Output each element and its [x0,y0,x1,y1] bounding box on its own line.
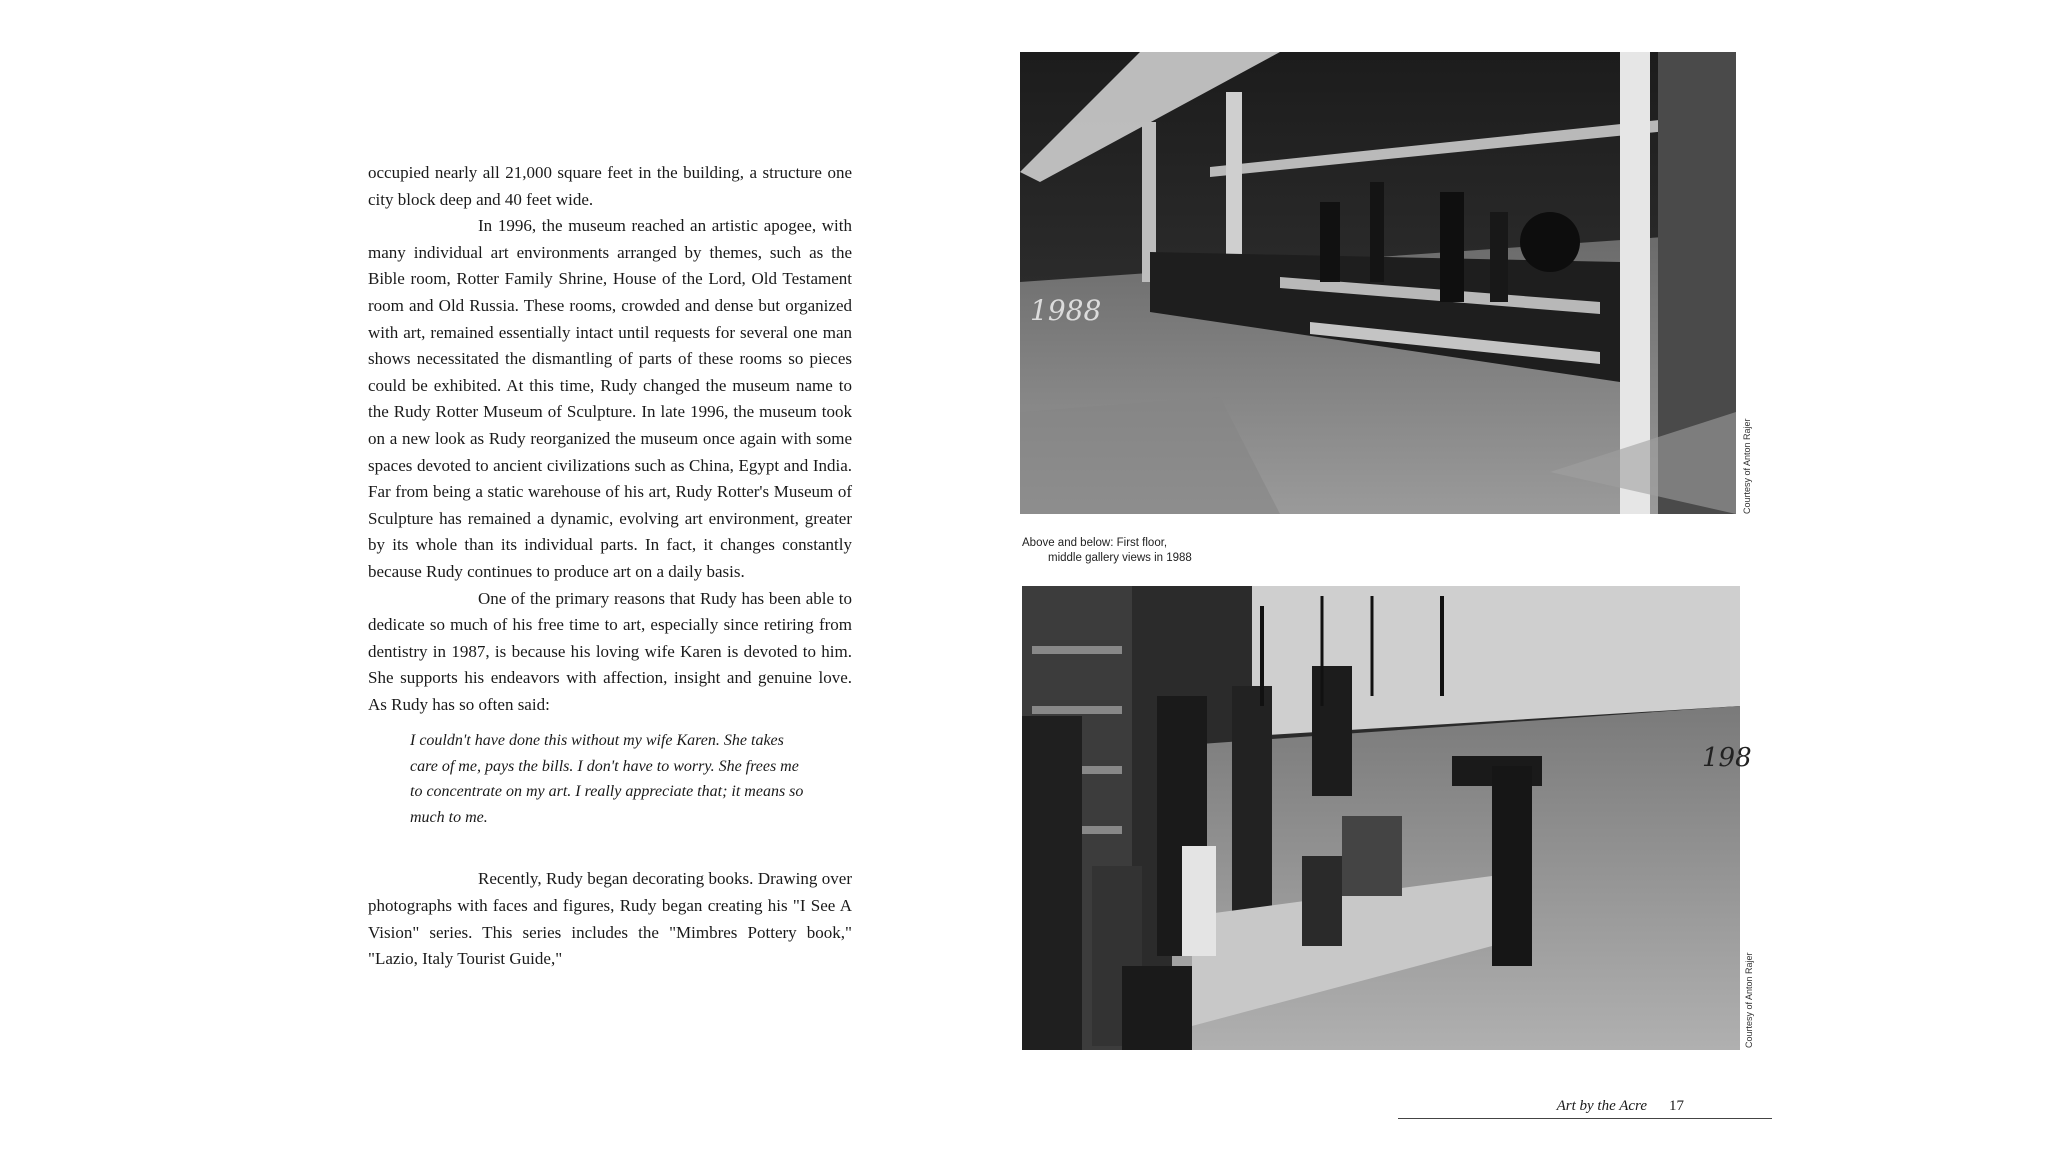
page-number: 17 [1669,1098,1684,1114]
caption-line-2: middle gallery views in 1988 [1048,552,1192,564]
body-text-column [368,160,852,973]
paragraph-karen: One of the primary reasons that Rudy has been able to dedicate so much of his free time to art, especially since retiring from dentistry in 1987, is because his loving wife Karen is devoted to him. She supports his endeavors with affection, insight and genuine love. As Rudy has so often said: [368,588,852,714]
gallery-photo-top-image [1020,52,1736,514]
photo-caption [1022,536,1192,566]
paragraph-books: Recently, Rudy began decorating books. Drawing over photographs with faces and figures, Rudy began creating his "I See A Vision" series. This series includes the "Mimbres Pottery book," "Lazio, Italy Tourist Guide," [368,869,852,969]
paragraph-1996: In 1996, the museum reached an artistic apogee, with many individual art environments arranged by themes, such as the Bible room, Rotter Family Shrine, House of the Lord, Old Testament room and Old Russia. These rooms, crowded and dense but organized with art, remained essentially intact until requests for several one man shows necessitated the dismantling of parts of these rooms so pieces could be exhibited. At this time, Rudy changed the museum name to the Rudy Rotter Museum of Sculpture. In late 1996, the museum took on a new look as Rudy reorganized the museum once again with some spaces devoted to ancient civilizations such as China, Egypt and India. Far from being a static warehouse of his art, Rudy Rotter's Museum of Sculpture has remained a dynamic, evolving art environment, greater by its whole than its individual parts. In fact, it changes constantly because Rudy continues to produce art on a daily basis. [368,216,852,581]
page-footer [1398,1098,1772,1119]
paragraph-continued: occupied nearly all 21,000 square feet in the building, a structure one city block deep and 40 feet wide. [368,163,852,209]
gallery-photo-top [1020,52,1736,514]
photo-credit-top: Courtesy of Anton Rajer [1742,418,1752,514]
caption-line-1: Above and below: First floor, [1022,537,1168,549]
handwritten-year-bottom: 198 [1702,743,1752,773]
running-title: Art by the Acre [1556,1098,1647,1114]
photo-credit-bottom: Courtesy of Anton Rajer [1744,952,1754,1048]
block-quote: I couldn't have done this without my wife Karen. She takes care of me, pays the bills. I don't have to worry. She frees me to concentrate on my art. I really appreciate that; it means so much to me. [410,732,804,826]
handwritten-year-top: 1988 [1030,294,1102,327]
paragraph-spacer [368,840,852,866]
